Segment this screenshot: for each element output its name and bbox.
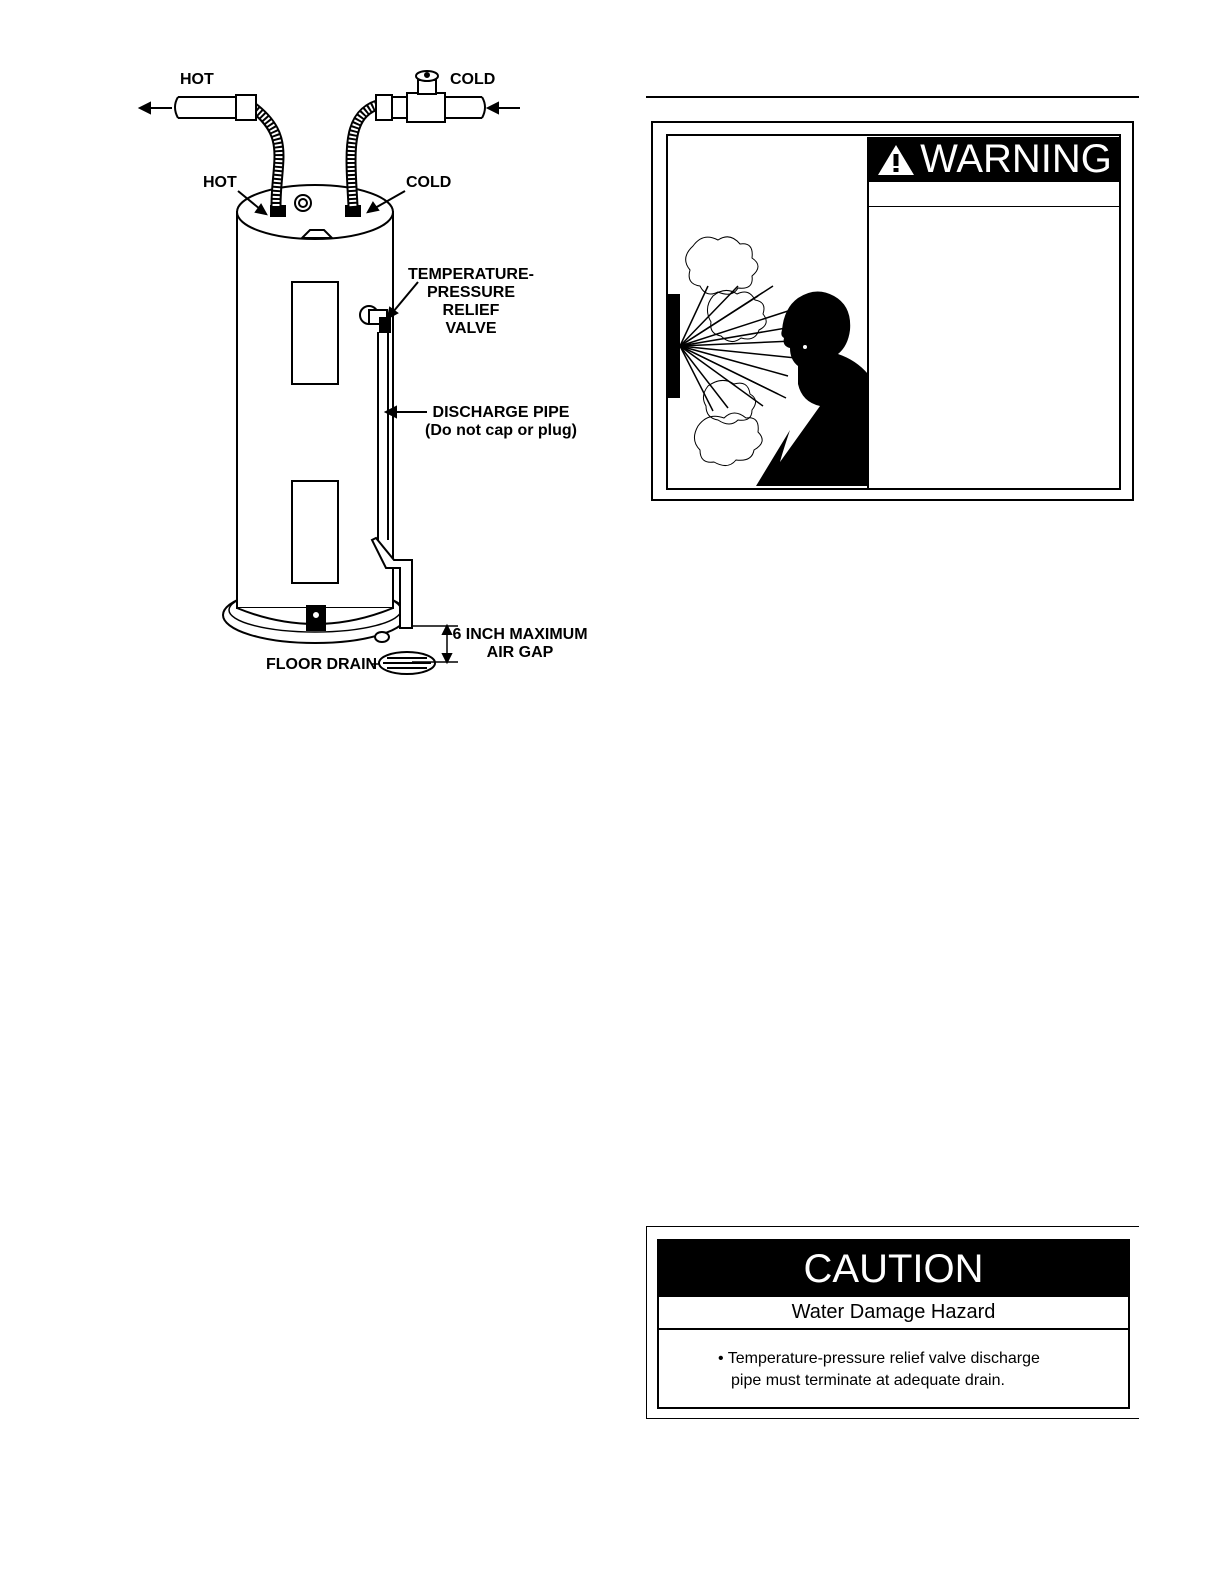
tp-valve-label-line-3: RELIEF [442,302,500,319]
caution-bullet: • [718,1350,724,1367]
air-gap-label-line-1: 6 INCH MAXIMUM [452,626,588,643]
caution-separator [657,1328,1130,1330]
hot-top-label: HOT [203,174,237,191]
tank-body [237,212,393,608]
discharge-pipe-label [418,404,584,440]
cold-inlet-label: COLD [450,71,496,88]
discharge-pipe-label-line-2: (Do not cap or plug) [425,422,577,439]
floor-drain-label: FLOOR DRAIN [266,656,378,673]
cold-top-label: COLD [406,174,452,191]
top-rule [646,96,1139,98]
alert-triangle-icon [876,143,916,177]
caution-message-line-1: Temperature-pressure relief valve discharge [727,1350,1040,1367]
hot-inlet-label: HOT [180,71,214,88]
warning-header-rule [869,206,1119,207]
caution-message [718,1348,1108,1392]
tp-valve-label-line-1: TEMPERATURE- [408,266,534,283]
tp-valve-label [395,266,547,338]
warning-signal-word: WARNING [920,137,1112,181]
water-heater-installation-diagram [0,0,640,700]
discharge-pipe-label-line-1: DISCHARGE PIPE [432,404,570,421]
tp-valve-label-line-4: VALVE [445,320,497,337]
caution-signal-word: CAUTION [657,1239,1130,1297]
caution-message-line-2: pipe must terminate at adequate drain. [731,1372,1005,1389]
warning-header [869,137,1119,182]
explosion-hazard-pictogram [668,136,868,488]
caution-hazard-title: Water Damage Hazard [791,1301,996,1323]
tp-valve-label-line-2: PRESSURE [426,284,516,301]
air-gap-label-line-2: AIR GAP [486,644,554,661]
air-gap-label [450,626,590,662]
